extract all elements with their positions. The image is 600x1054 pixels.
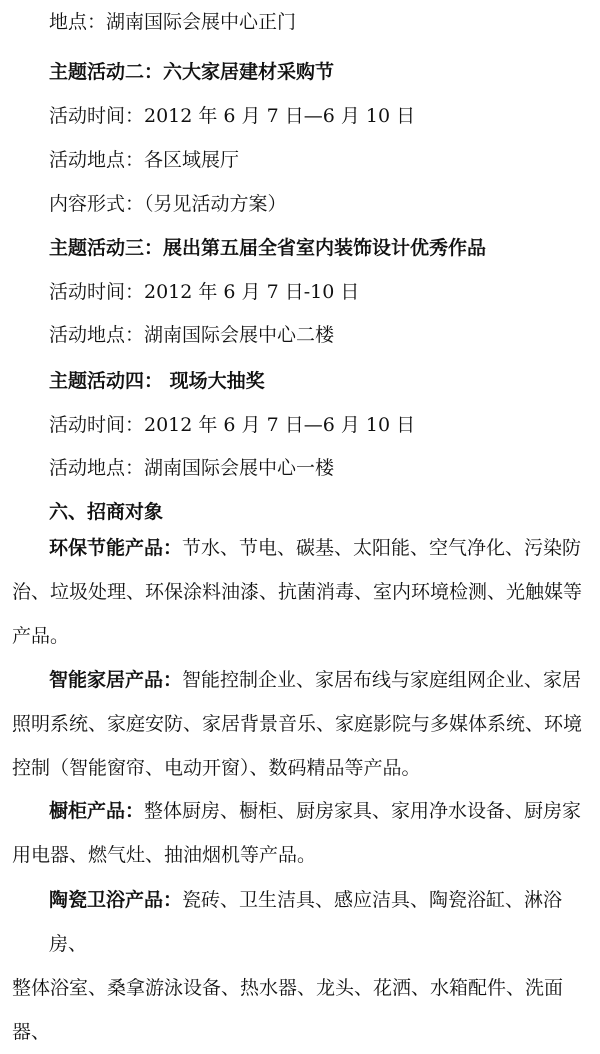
activity-two-location: 活动地点：各区域展厅 [49, 149, 240, 171]
cabinet-text-2: 用电器、燃气灶、抽油烟机等产品。 [12, 844, 317, 866]
eco-products-label: 环保节能产品： [49, 537, 183, 559]
ceramic-bath-label: 陶瓷卫浴产品： [49, 889, 183, 911]
ceramic-bath-text-1: 瓷砖、卫生洁具、感应洁具、陶瓷浴缸、淋浴房、 [49, 889, 563, 955]
activity-four-time: 活动时间：2012 年 6 月 7 日—6 月 10 日 [49, 414, 416, 436]
eco-products-text-1: 节水、节电、碳基、太阳能、空气净化、污染防 [182, 537, 582, 559]
ceramic-bath-text-2: 整体浴室、桑拿游泳设备、热水器、龙头、花洒、水箱配件、洗面器、 [12, 977, 564, 1043]
ceramic-bath-paragraph [12, 878, 590, 1054]
eco-products-text-3: 产品。 [12, 625, 70, 647]
smart-home-text-2: 照明系统、家庭安防、家居背景音乐、家庭影院与多媒体系统、环境 [12, 713, 583, 735]
activity-two-format: 内容形式：（另见活动方案） [49, 193, 287, 215]
activity-two-heading: 主题活动二：六大家居建材采购节 [49, 61, 335, 83]
activity-two-time: 活动时间：2012 年 6 月 7 日—6 月 10 日 [49, 105, 416, 127]
section-six-heading: 六、招商对象 [49, 501, 164, 523]
smart-home-text-3: 控制（智能窗帘、电动开窗）、数码精品等产品。 [12, 757, 421, 779]
activity-four-location: 活动地点：湖南国际会展中心一楼 [49, 457, 335, 479]
smart-home-label: 智能家居产品： [49, 669, 183, 691]
smart-home-paragraph [12, 658, 590, 790]
activity-three-time: 活动时间：2012 年 6 月 7 日-10 日 [49, 281, 360, 303]
activity-three-heading: 主题活动三：展出第五届全省室内装饰设计优秀作品 [49, 237, 487, 259]
cabinet-text-1: 整体厨房、橱柜、厨房家具、家用净水设备、厨房家 [144, 800, 582, 822]
activity-three-location: 活动地点：湖南国际会展中心二楼 [49, 324, 335, 346]
cabinet-label: 橱柜产品： [49, 800, 145, 822]
cabinet-paragraph [12, 789, 590, 877]
location-line: 地点：湖南国际会展中心正门 [49, 11, 297, 33]
activity-four-heading: 主题活动四： 现场大抽奖 [49, 370, 265, 392]
eco-products-paragraph [12, 526, 590, 658]
eco-products-text-2: 治、垃圾处理、环保涂料油漆、抗菌消毒、室内环境检测、光触媒等 [12, 581, 583, 603]
smart-home-text-1: 智能控制企业、家居布线与家庭组网企业、家居 [182, 669, 582, 691]
